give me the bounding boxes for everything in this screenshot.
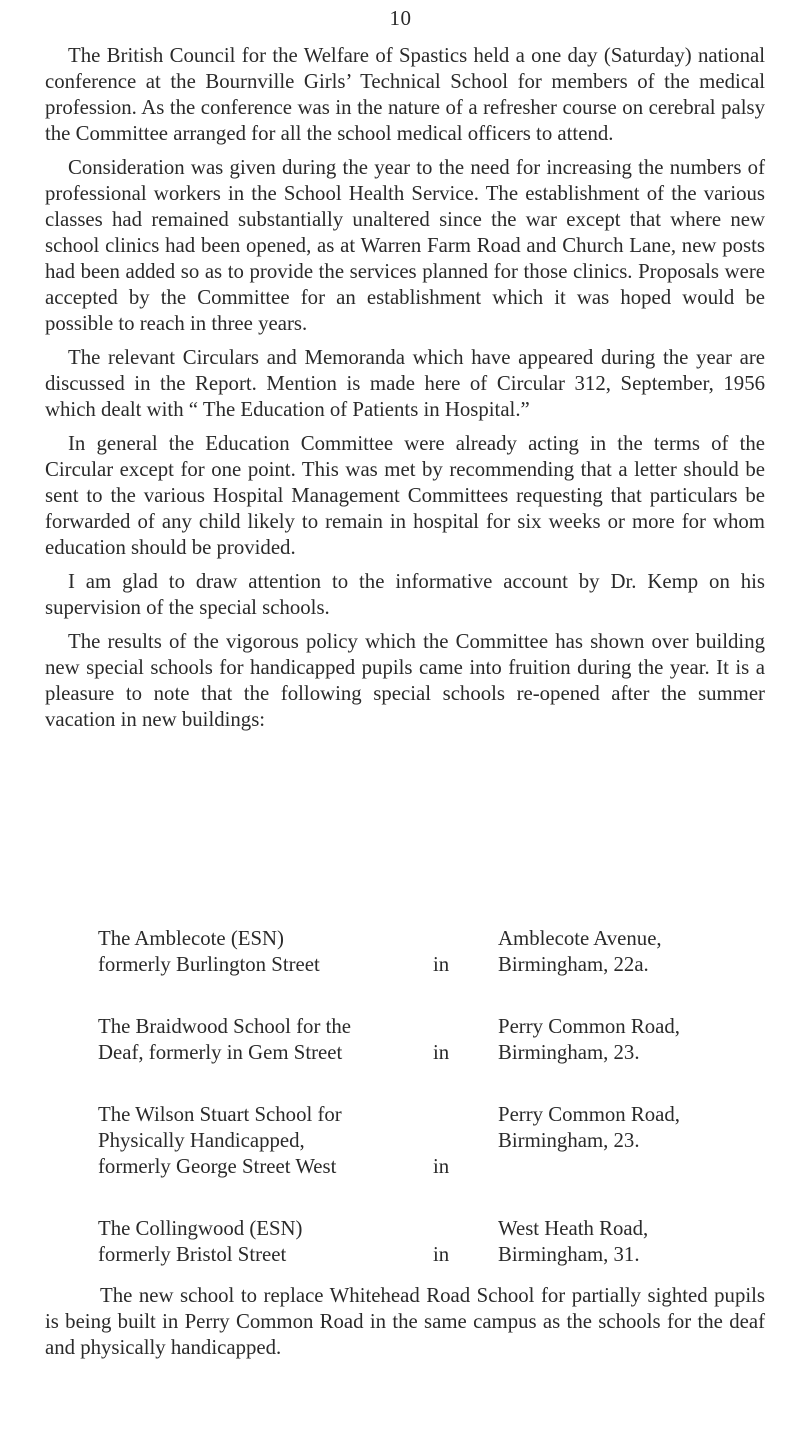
school-name-line: formerly Burlington Street bbox=[98, 953, 320, 976]
schools-list bbox=[98, 926, 698, 1292]
school-entry bbox=[98, 926, 698, 1014]
school-entry bbox=[98, 1102, 698, 1216]
school-address bbox=[498, 1216, 801, 1268]
school-address-line: Birmingham, 23. bbox=[498, 1129, 640, 1152]
paragraph: Consideration was given during the year to the need for increasing the numbers of professional workers in the School Health Service. The establishment of the various classes had remained substantially unaltered since the war except that where new school clinics had been opened, as at Warren Farm Road and Church Lane, new posts had been added so as to provide the services planned for those clinics. Proposals were accepted by the Committee for an establishment which it was hoped would be possible to reach in three years. bbox=[45, 156, 765, 335]
school-name-line: The Amblecote (ESN) bbox=[98, 927, 284, 950]
school-entry bbox=[98, 1216, 698, 1292]
school-address bbox=[498, 1102, 801, 1154]
school-address-line: Amblecote Avenue, bbox=[498, 927, 662, 950]
school-name bbox=[98, 1102, 428, 1180]
school-address bbox=[498, 1014, 801, 1066]
school-name-line: The Collingwood (ESN) bbox=[98, 1217, 303, 1240]
closing-text bbox=[45, 1283, 765, 1361]
paragraph: The results of the vigorous policy which the Committee has shown over building new special schools for handicapped pupils came into fruition during the year. It is a pleasure to note that the following special schools re-opened after the summer vacation in new buildings: bbox=[45, 630, 765, 731]
school-connector: in bbox=[433, 1041, 450, 1064]
school-address-line: Birmingham, 31. bbox=[498, 1243, 640, 1266]
school-name bbox=[98, 1216, 428, 1268]
paragraph: The relevant Circulars and Memoranda which have appeared during the year are discussed in the Report. Mention is made here of Circular 312, September, 1956 which dealt with “ The Education of Patients in Hospital.” bbox=[45, 346, 765, 421]
school-connector: in bbox=[433, 953, 450, 976]
school-name-line: The Braidwood School for the bbox=[98, 1015, 351, 1038]
school-connector: in bbox=[433, 1243, 450, 1266]
school-address bbox=[498, 926, 801, 978]
school-address-line: West Heath Road, bbox=[498, 1217, 649, 1240]
school-connector: in bbox=[433, 1155, 450, 1178]
school-address-line: Perry Common Road, bbox=[498, 1103, 680, 1126]
school-name bbox=[98, 926, 428, 978]
page-number: 10 bbox=[389, 6, 412, 30]
school-name-line: formerly Bristol Street bbox=[98, 1243, 287, 1266]
paragraph: I am glad to draw attention to the informative account by Dr. Kemp on his supervision of the special schools. bbox=[45, 570, 765, 619]
paragraph: The new school to replace Whitehead Road School for partially sighted pupils is being built in Perry Common Road in the same campus as the schools for the deaf and physically handicapped. bbox=[45, 1284, 765, 1359]
school-name bbox=[98, 1014, 428, 1066]
school-address-line: Perry Common Road, bbox=[498, 1015, 680, 1038]
school-name-line: formerly George Street West bbox=[98, 1155, 337, 1178]
paragraph: In general the Education Committee were already acting in the terms of the Circular except for one point. This was met by recommending that a letter should be sent to the various Hospital Management Committees requesting that particulars be forwarded of any child likely to remain in hospital for six weeks or more for whom education should be provided. bbox=[45, 432, 765, 559]
school-entry bbox=[98, 1014, 698, 1102]
paragraph: The British Council for the Welfare of Spastics held a one day (Saturday) national conference at the Bournville Girls’ Technical School for members of the medical profession. As the conference was in the nature of a refresher course on cerebral palsy the Committee arranged for all the school medical officers to attend. bbox=[45, 44, 765, 145]
school-address-line: Birmingham, 22a. bbox=[498, 953, 649, 976]
school-name-line: The Wilson Stuart School for bbox=[98, 1103, 342, 1126]
school-name-line: Deaf, formerly in Gem Street bbox=[98, 1041, 343, 1064]
school-name-line: Physically Handicapped, bbox=[98, 1129, 305, 1152]
school-address-line: Birmingham, 23. bbox=[498, 1041, 640, 1064]
body-text bbox=[45, 43, 765, 733]
